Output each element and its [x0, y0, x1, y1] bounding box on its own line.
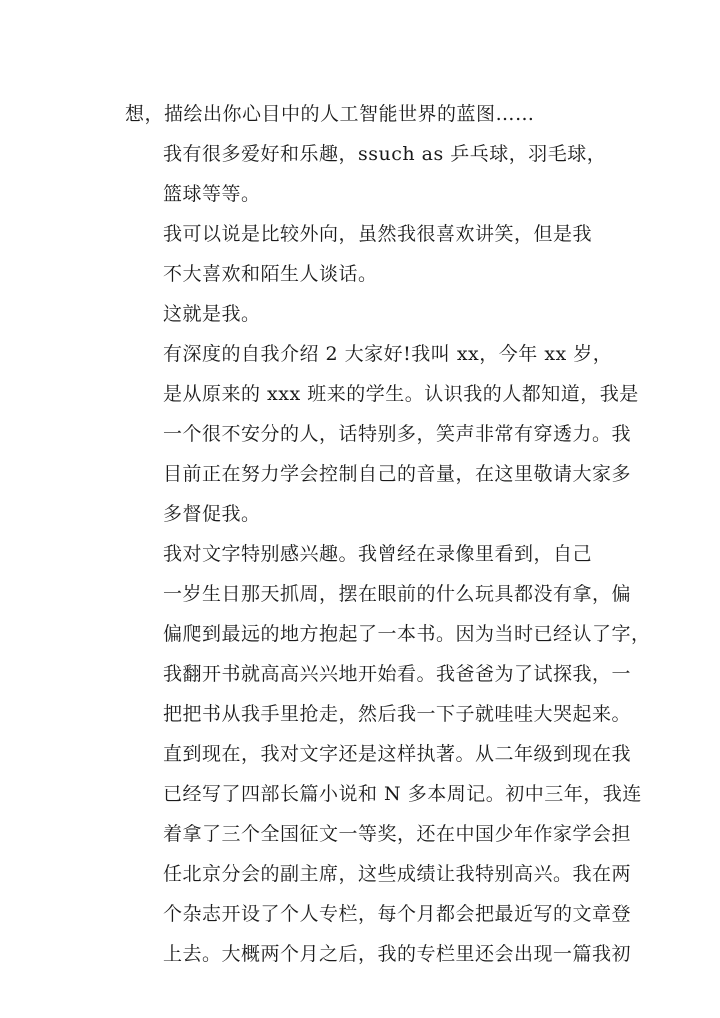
- text-line: 把把书从我手里抢走，然后我一下子就哇哇大哭起来。: [163, 703, 632, 725]
- text-line: 任北京分会的副主席，这些成绩让我特别高兴。我在两: [163, 863, 632, 885]
- text-line: 偏爬到最远的地方抱起了一本书。因为当时已经认了字，: [163, 623, 651, 645]
- text-line: 多督促我。: [163, 503, 261, 525]
- text-line: 着拿了三个全国征文一等奖，还在中国少年作家学会担: [163, 823, 632, 845]
- text-line: 目前正在努力学会控制自己的音量，在这里敬请大家多: [163, 463, 632, 485]
- document-body: [125, 94, 651, 974]
- text-line: 这就是我。: [163, 303, 261, 325]
- text-line: 是从原来的 xxx 班来的学生。认识我的人都知道，我是: [163, 383, 639, 405]
- text-line: 有深度的自我介绍 2 大家好!我叫 xx，今年 xx 岁，: [163, 343, 613, 365]
- paragraph: [125, 94, 605, 134]
- paragraph: [125, 334, 639, 534]
- text-line: 直到现在，我对文字还是这样执著。从二年级到现在我: [163, 743, 632, 765]
- text-line: 上去。大概两个月之后，我的专栏里还会出现一篇我初: [163, 943, 632, 965]
- text-line: 我可以说是比较外向，虽然我很喜欢讲笑，但是我: [163, 223, 593, 245]
- text-line: 我有很多爱好和乐趣，ssuch as 乒乓球，羽毛球，: [163, 143, 607, 165]
- text-line: 不大喜欢和陌生人谈话。: [163, 263, 378, 285]
- paragraph: [125, 294, 605, 334]
- paragraph: [125, 214, 605, 294]
- text-line: 篮球等等。: [163, 183, 261, 205]
- text-line: 一岁生日那天抓周，摆在眼前的什么玩具都没有拿，偏: [163, 583, 632, 605]
- text-line: 个杂志开设了个人专栏，每个月都会把最近写的文章登: [163, 903, 632, 925]
- text-line: 我对文字特别感兴趣。我曾经在录像里看到，自己: [163, 543, 593, 565]
- text-line: 已经写了四部长篇小说和 N 多本周记。初中三年，我连: [163, 783, 642, 805]
- text-line: 我翻开书就高高兴兴地开始看。我爸爸为了试探我，一: [163, 663, 632, 685]
- paragraph: [125, 134, 605, 214]
- paragraph: [125, 534, 651, 974]
- text-line: 想，描绘出你心目中的人工智能世界的蓝图……: [125, 103, 535, 125]
- text-line: 一个很不安分的人，话特别多，笑声非常有穿透力。我: [163, 423, 632, 445]
